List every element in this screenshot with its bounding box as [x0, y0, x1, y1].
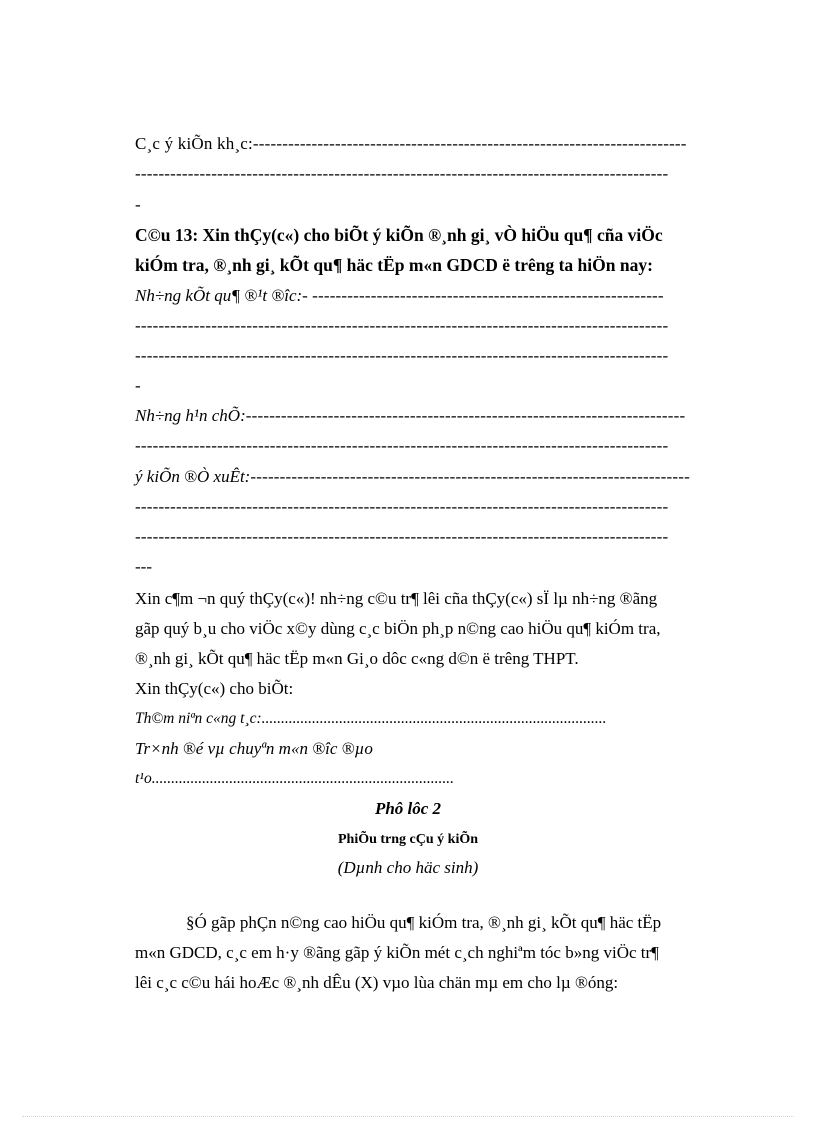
dashed-line: -------------------------------------------------------------------------------------------	[135, 164, 669, 183]
intro-line-3: lêi c¸c c©u hái hoÆc ®¸nh dÊu (X) vµo lùa chän mµ em cho lµ ®óng:	[135, 973, 619, 992]
intro-line-1: §Ó gãp phÇn n©ng cao hiÖu qu¶ kiÓm tra, ®¸nh gi¸ kÕt qu¶ häc tËp	[186, 913, 662, 932]
proposals-dashes: ---------------------------------------------------------------------------	[250, 467, 690, 486]
intro-line-2: m«n GDCD, c¸c em h·y ®ãng gãp ý kiÕn mét c¸ch nghiªm tóc b»ng viÖc tr¶	[135, 943, 659, 962]
dashed-line: -------------------------------------------------------------------------------------------	[135, 436, 669, 455]
dash-fragment: -	[135, 195, 141, 214]
limitations-line	[135, 405, 685, 427]
thanks-line-3: ®¸nh gi¸ kÕt qu¶ häc tËp m«n Gi¸o dôc c«ng d©n ë trêng THPT.	[135, 649, 579, 668]
seniority-field: Th©m niªn c«ng t¸c:.........................................................................................	[135, 710, 607, 727]
survey-title: PhiÕu trng cÇu ý kiÕn	[337, 832, 479, 847]
dashed-line: -------------------------------------------------------------------------------------------	[135, 316, 669, 335]
achievements-label: Nh÷ng kÕt qu¶ ®¹t ®îc:-	[135, 286, 313, 305]
limitations-label: Nh÷ng h¹n chÕ:	[135, 406, 246, 425]
proposals-line	[135, 466, 690, 488]
training-field-line-1: Tr×nh ®é vµ chuyªn m«n ®îc ®µo	[135, 739, 373, 758]
thanks-line-2: gãp quý b¸u cho viÖc x©y dùng c¸c biÖn ph¸p n©ng cao hiÖu qu¶ kiÓm tra,	[135, 619, 661, 638]
ask-line: Xin thÇy(c«) cho biÕt:	[135, 679, 294, 698]
dash-fragment: -	[135, 376, 141, 395]
dash-fragment: ---	[135, 557, 152, 576]
dashed-line: -------------------------------------------------------------------------------------------	[135, 346, 669, 365]
question-13-line-1: C©u 13: Xin thÇy(c«) cho biÕt ý kiÕn ®¸nh gi¸ vÒ hiÖu qu¶ cña viÖc	[135, 225, 663, 245]
page-bottom-divider	[22, 1116, 794, 1117]
appendix-title: Phô lôc 2	[374, 799, 442, 818]
dashed-line: -------------------------------------------------------------------------------------------	[135, 527, 669, 546]
training-field-line-2: t¹o..............................................................................	[135, 770, 454, 787]
thanks-line-1: Xin c¶m ¬n quý thÇy(c«)! nh÷ng c©u tr¶ lêi cña thÇy(c«) sÏ lµ nh÷ng ®ãng	[135, 589, 658, 608]
proposals-label: ý kiÕn ®Ò xuÊt:	[135, 467, 251, 486]
survey-subtitle: (Dµnh cho häc sinh)	[337, 858, 479, 877]
achievements-line	[135, 285, 664, 307]
limitations-dashes: ---------------------------------------------------------------------------	[245, 406, 686, 425]
question-13-line-2: kiÓm tra, ®¸nh gi¸ kÕt qu¶ häc tËp m«n GDCD ë trêng ta hiÖn nay:	[135, 255, 653, 275]
other-opinions-line: C¸c ý kiÕn kh¸c:--------------------------------------------------------------------------	[135, 134, 687, 153]
dashed-line: -------------------------------------------------------------------------------------------	[135, 497, 669, 516]
achievements-dashes: ------------------------------------------------------------	[312, 286, 664, 305]
